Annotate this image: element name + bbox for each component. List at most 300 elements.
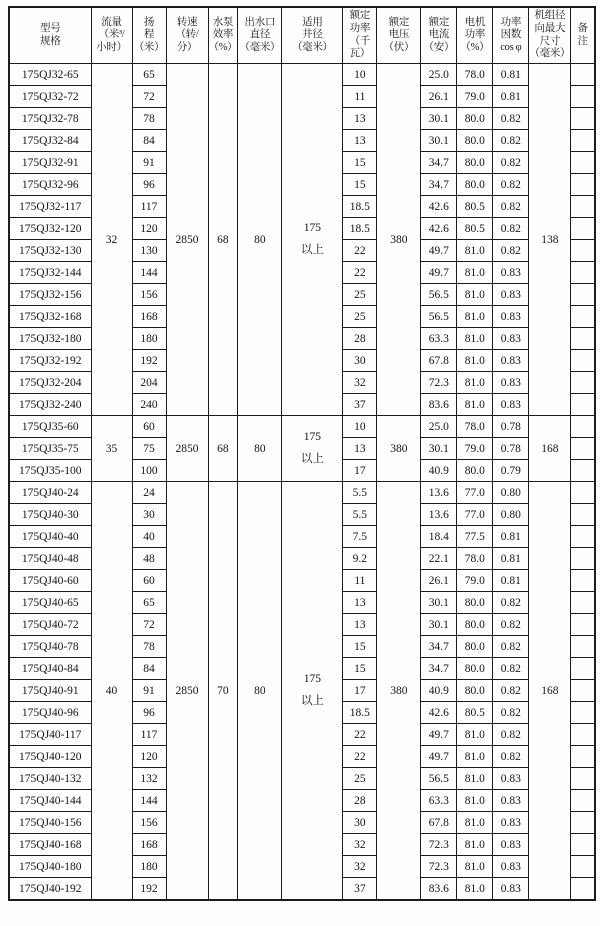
cell-power: 25 [343,284,377,306]
col-header-head [132,7,166,64]
cell-cos: 0.82 [493,636,529,658]
cell-head: 204 [132,372,166,394]
cell-cos: 0.81 [493,64,529,86]
cell-current: 34.7 [421,658,457,680]
cell-voltage: 380 [377,64,421,416]
col-header-model [9,7,91,64]
cell-model: 175QJ32-84 [9,130,91,152]
cell-outlet: 80 [238,482,282,901]
col-header-line: 转速 [176,16,198,28]
pump-spec-table [8,6,596,901]
cell-remark [571,636,595,658]
cell-current: 49.7 [421,746,457,768]
cell-head: 120 [132,218,166,240]
cell-model: 175QJ40-120 [9,746,91,768]
cell-remark [571,438,595,460]
cell-cos: 0.82 [493,240,529,262]
cell-power: 10 [343,416,377,438]
cell-head: 78 [132,636,166,658]
col-header-line: （毫米） [529,48,571,60]
cell-head: 96 [132,174,166,196]
cell-head: 144 [132,262,166,284]
cell-remark [571,394,595,416]
cell-power: 28 [343,790,377,812]
cell-model: 175QJ40-156 [9,812,91,834]
cell-well [282,416,343,482]
cell-head: 72 [132,86,166,108]
cell-motor-eff: 81.0 [457,746,493,768]
cell-motor-eff: 81.0 [457,328,493,350]
cell-current: 49.7 [421,262,457,284]
cell-model: 175QJ40-48 [9,548,91,570]
cell-model: 175QJ32-96 [9,174,91,196]
col-header-line: 型号 [40,22,61,34]
col-header-line: 电压 [388,29,410,41]
cell-head: 24 [132,482,166,504]
cell-cos: 0.82 [493,658,529,680]
cell-current: 42.6 [421,196,457,218]
cell-cos: 0.79 [493,460,529,482]
col-header-well [282,7,343,64]
cell-motor-eff: 81.0 [457,240,493,262]
cell-model: 175QJ32-180 [9,328,91,350]
cell-model: 175QJ40-65 [9,592,91,614]
cell-current: 42.6 [421,702,457,724]
cell-current: 34.7 [421,174,457,196]
cell-remark [571,570,595,592]
cell-model: 175QJ32-91 [9,152,91,174]
cell-motor-eff: 77.0 [457,504,493,526]
cell-power: 13 [343,130,377,152]
cell-remark [571,416,595,438]
col-header-line: 直径 [249,29,271,41]
cell-motor-eff: 78.0 [457,416,493,438]
cell-model: 175QJ35-100 [9,460,91,482]
cell-dim: 168 [529,482,571,901]
cell-model: 175QJ32-72 [9,86,91,108]
col-header-line: （%） [208,41,238,53]
col-header-speed [166,7,208,64]
cell-remark [571,834,595,856]
col-header-line: （千 [349,35,371,47]
cell-motor-eff: 81.0 [457,878,493,901]
cell-head: 60 [132,570,166,592]
cell-remark [571,856,595,878]
cell-cos: 0.82 [493,724,529,746]
cell-remark [571,724,595,746]
cell-motor-eff: 80.0 [457,152,493,174]
cell-model: 175QJ40-180 [9,856,91,878]
cell-motor-eff: 81.0 [457,812,493,834]
cell-cos: 0.82 [493,218,529,240]
cell-power: 5.5 [343,504,377,526]
cell-motor-eff: 77.0 [457,482,493,504]
cell-current: 72.3 [421,856,457,878]
cell-head: 60 [132,416,166,438]
cell-model: 175QJ40-24 [9,482,91,504]
col-header-line: cos φ [500,41,522,53]
cell-power: 13 [343,438,377,460]
cell-remark [571,658,595,680]
cell-motor-eff: 80.0 [457,174,493,196]
cell-remark [571,284,595,306]
cell-line: 175 [303,430,321,443]
cell-current: 26.1 [421,86,457,108]
cell-current: 67.8 [421,812,457,834]
cell-current: 72.3 [421,372,457,394]
col-header-line: 电流 [428,29,450,41]
col-header-pump-eff [208,7,238,64]
cell-motor-eff: 79.0 [457,570,493,592]
cell-power: 22 [343,724,377,746]
cell-model: 175QJ40-91 [9,680,91,702]
cell-power: 10 [343,64,377,86]
cell-remark [571,240,595,262]
cell-motor-eff: 80.0 [457,658,493,680]
cell-power: 18.5 [343,196,377,218]
cell-motor-eff: 81.0 [457,790,493,812]
cell-pump-eff: 68 [208,64,238,416]
cell-voltage: 380 [377,482,421,901]
cell-cos: 0.82 [493,746,529,768]
cell-current: 56.5 [421,306,457,328]
cell-motor-eff: 81.0 [457,306,493,328]
cell-head: 192 [132,878,166,901]
cell-line: 175 [303,221,321,234]
col-header-line: 功率 [500,16,522,28]
cell-motor-eff: 80.0 [457,614,493,636]
cell-remark [571,592,595,614]
cell-motor-eff: 81.0 [457,856,493,878]
cell-flow: 32 [91,64,132,416]
cell-current: 83.6 [421,878,457,901]
cell-model: 175QJ40-72 [9,614,91,636]
cell-power: 15 [343,174,377,196]
cell-power: 7.5 [343,526,377,548]
cell-head: 72 [132,614,166,636]
cell-head: 240 [132,394,166,416]
cell-head: 78 [132,108,166,130]
cell-power: 13 [343,614,377,636]
cell-power: 22 [343,746,377,768]
cell-motor-eff: 80.5 [457,196,493,218]
cell-cos: 0.82 [493,130,529,152]
col-header-line: 扬 [143,16,155,28]
cell-pump-eff: 70 [208,482,238,901]
col-header-line: 分） [176,41,198,53]
cell-current: 13.6 [421,482,457,504]
cell-power: 32 [343,372,377,394]
cell-motor-eff: 81.0 [457,394,493,416]
col-header-line: （安） [423,41,455,53]
cell-current: 49.7 [421,240,457,262]
cell-head: 168 [132,834,166,856]
cell-model: 175QJ40-40 [9,526,91,548]
col-header-line: 小时） [96,41,127,53]
cell-head: 117 [132,196,166,218]
cell-dim: 138 [529,64,571,416]
cell-cos: 0.82 [493,592,529,614]
col-header-line: 尺寸 [539,35,561,47]
cell-cos: 0.82 [493,108,529,130]
cell-power: 22 [343,262,377,284]
cell-speed: 2850 [166,482,208,901]
col-header-power [343,7,377,64]
cell-model: 175QJ40-96 [9,702,91,724]
col-header-line: 流量 [101,16,122,28]
col-header-line: 因数 [500,29,522,41]
cell-cos: 0.83 [493,856,529,878]
col-header-dim [529,7,571,64]
cell-current: 42.6 [421,218,457,240]
cell-head: 180 [132,328,166,350]
cell-remark [571,768,595,790]
col-header-line: 向最大 [534,22,566,34]
cell-motor-eff: 81.0 [457,834,493,856]
cell-remark [571,196,595,218]
cell-power: 17 [343,680,377,702]
cell-head: 84 [132,658,166,680]
cell-model: 175QJ32-204 [9,372,91,394]
cell-current: 83.6 [421,394,457,416]
cell-model: 175QJ35-75 [9,438,91,460]
cell-remark [571,262,595,284]
cell-head: 100 [132,460,166,482]
col-header-line: 额定 [428,16,450,28]
cell-cos: 0.83 [493,790,529,812]
cell-model: 175QJ40-192 [9,878,91,901]
cell-head: 96 [132,702,166,724]
cell-motor-eff: 77.5 [457,526,493,548]
cell-speed: 2850 [166,416,208,482]
cell-head: 30 [132,504,166,526]
cell-cos: 0.80 [493,504,529,526]
cell-motor-eff: 81.0 [457,372,493,394]
table-row [9,482,595,504]
cell-cos: 0.83 [493,328,529,350]
col-header-line: （伏） [383,41,415,53]
col-header-voltage [377,7,421,64]
col-header-remark [571,7,595,64]
cell-head: 168 [132,306,166,328]
cell-cos: 0.83 [493,284,529,306]
cell-model: 175QJ32-117 [9,196,91,218]
cell-motor-eff: 80.0 [457,130,493,152]
cell-power: 22 [343,240,377,262]
cell-well [282,482,343,901]
col-header-line: 效率 [212,29,234,41]
cell-cos: 0.83 [493,878,529,901]
cell-cos: 0.81 [493,548,529,570]
cell-cos: 0.83 [493,306,529,328]
col-header-line: 功率 [464,29,486,41]
col-header-line: （转/ [175,29,199,41]
table-body [9,64,595,901]
cell-line: 175 [303,672,321,685]
cell-model: 175QJ40-84 [9,658,91,680]
col-header-motor-eff [457,7,493,64]
cell-voltage: 380 [377,416,421,482]
cell-model: 175QJ40-132 [9,768,91,790]
cell-current: 22.1 [421,548,457,570]
cell-cos: 0.83 [493,394,529,416]
cell-power: 37 [343,878,377,901]
cell-motor-eff: 78.0 [457,548,493,570]
cell-remark [571,680,595,702]
cell-motor-eff: 80.5 [457,218,493,240]
cell-head: 144 [132,790,166,812]
col-header-line: 出水口 [244,16,276,28]
cell-model: 175QJ40-78 [9,636,91,658]
col-header-line: 井径 [302,29,323,41]
cell-current: 63.3 [421,328,457,350]
header-row [9,7,595,64]
cell-head: 120 [132,746,166,768]
cell-power: 15 [343,658,377,680]
cell-power: 25 [343,306,377,328]
col-header-line: （毫米） [239,41,281,53]
cell-head: 91 [132,152,166,174]
cell-cos: 0.82 [493,614,529,636]
cell-power: 11 [343,86,377,108]
cell-power: 17 [343,460,377,482]
cell-head: 192 [132,350,166,372]
cell-current: 30.1 [421,130,457,152]
cell-model: 175QJ40-117 [9,724,91,746]
cell-remark [571,130,595,152]
cell-head: 156 [132,284,166,306]
cell-speed: 2850 [166,64,208,416]
col-header-line: （米） [133,41,165,53]
cell-power: 5.5 [343,482,377,504]
cell-cos: 0.82 [493,680,529,702]
cell-current: 25.0 [421,416,457,438]
cell-head: 180 [132,856,166,878]
col-header-line: 额定 [349,10,371,22]
col-header-line: 功率 [349,22,371,34]
cell-well [282,64,343,416]
cell-model: 175QJ32-156 [9,284,91,306]
cell-power: 37 [343,394,377,416]
cell-motor-eff: 81.0 [457,350,493,372]
cell-current: 40.9 [421,460,457,482]
cell-current: 40.9 [421,680,457,702]
cell-current: 56.5 [421,768,457,790]
cell-cos: 0.83 [493,812,529,834]
cell-power: 28 [343,328,377,350]
cell-model: 175QJ32-168 [9,306,91,328]
cell-cos: 0.83 [493,768,529,790]
cell-current: 34.7 [421,636,457,658]
cell-current: 26.1 [421,570,457,592]
cell-motor-eff: 81.0 [457,768,493,790]
cell-current: 30.1 [421,108,457,130]
col-header-line: 瓦） [349,48,371,60]
col-header-line: 规格 [40,35,61,47]
cell-remark [571,306,595,328]
cell-pump-eff: 68 [208,416,238,482]
cell-power: 15 [343,152,377,174]
cell-cos: 0.82 [493,152,529,174]
col-header-line: 额定 [388,16,410,28]
cell-head: 65 [132,64,166,86]
cell-motor-eff: 78.0 [457,64,493,86]
cell-remark [571,174,595,196]
cell-current: 34.7 [421,152,457,174]
cell-model: 175QJ35-60 [9,416,91,438]
cell-cos: 0.80 [493,482,529,504]
cell-head: 156 [132,812,166,834]
col-header-current [421,7,457,64]
cell-head: 130 [132,240,166,262]
cell-motor-eff: 80.0 [457,680,493,702]
cell-motor-eff: 81.0 [457,724,493,746]
cell-power: 9.2 [343,548,377,570]
cell-current: 30.1 [421,592,457,614]
cell-model: 175QJ32-144 [9,262,91,284]
cell-remark [571,86,595,108]
cell-head: 117 [132,724,166,746]
cell-current: 25.0 [421,64,457,86]
col-header-flow [91,7,132,64]
table-row [9,416,595,438]
cell-power: 25 [343,768,377,790]
cell-motor-eff: 80.0 [457,108,493,130]
cell-current: 30.1 [421,614,457,636]
col-header-line: 适用 [302,16,323,28]
col-header-cos [493,7,529,64]
cell-cos: 0.83 [493,372,529,394]
cell-line: 以上 [300,452,324,465]
cell-cos: 0.82 [493,702,529,724]
cell-line: 以上 [300,694,324,707]
cell-head: 65 [132,592,166,614]
cell-power: 18.5 [343,702,377,724]
cell-current: 13.6 [421,504,457,526]
cell-remark [571,328,595,350]
cell-power: 15 [343,636,377,658]
col-header-line: （毫米） [291,41,333,53]
cell-cos: 0.83 [493,350,529,372]
cell-remark [571,64,595,86]
col-header-line: 电机 [464,16,486,28]
cell-outlet: 80 [238,64,282,416]
col-header-line: （%） [460,41,490,53]
cell-model: 175QJ32-240 [9,394,91,416]
cell-head: 75 [132,438,166,460]
cell-remark [571,790,595,812]
cell-model: 175QJ40-60 [9,570,91,592]
cell-dim: 168 [529,416,571,482]
cell-model: 175QJ40-144 [9,790,91,812]
cell-motor-eff: 80.0 [457,460,493,482]
col-header-line: 机组径 [534,10,566,22]
cell-motor-eff: 79.0 [457,86,493,108]
cell-remark [571,702,595,724]
cell-model: 175QJ32-130 [9,240,91,262]
cell-power: 13 [343,592,377,614]
cell-head: 132 [132,768,166,790]
cell-current: 49.7 [421,724,457,746]
cell-remark [571,746,595,768]
cell-cos: 0.81 [493,526,529,548]
cell-remark [571,614,595,636]
cell-flow: 40 [91,482,132,901]
cell-power: 32 [343,834,377,856]
cell-cos: 0.78 [493,438,529,460]
cell-head: 48 [132,548,166,570]
cell-remark [571,108,595,130]
